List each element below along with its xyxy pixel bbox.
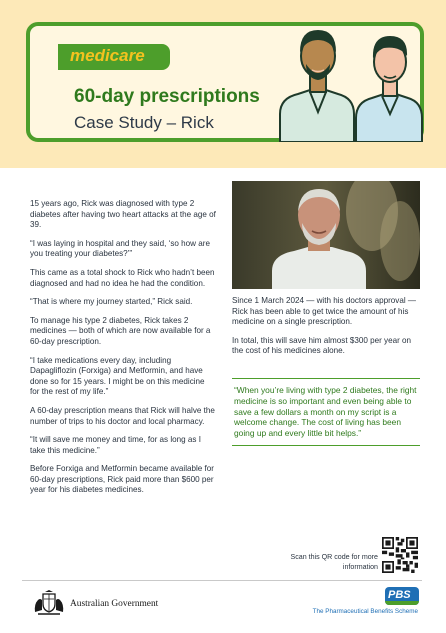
pull-quote: “When you’re living with type 2 diabetes, the right medicine is so important and even being able to save a few dollars a month on my script is a welcome change. The cost of living has been going up and every little bit helps.” <box>232 378 420 446</box>
medicare-logo-text: medicare <box>70 46 145 65</box>
paragraph: This came as a total shock to Rick who hadn’t been diagnosed and had no idea he had the condition. <box>30 267 215 288</box>
pbs-logo-text: PBS <box>388 589 411 601</box>
footer-divider <box>22 580 422 581</box>
page-title: 60-day prescriptions <box>74 86 260 107</box>
paragraph: “It will save me money and time, for as long as I take this medicine.” <box>30 435 201 455</box>
rick-photo <box>232 181 420 289</box>
paragraph: Before Forxiga and Metformin became available for 60-day prescriptions, Rick paid more than $600 per year for his diabetes medicines. <box>30 464 214 495</box>
paragraph: “I was laying in hospital and they said, ‘so how are you treating your diabetes?’” <box>30 238 210 259</box>
people-illustration <box>272 22 426 142</box>
qr-code-icon[interactable] <box>382 537 418 573</box>
pbs-name: The Pharmaceutical Benefits Scheme <box>312 608 418 615</box>
paragraph: To manage his type 2 diabetes, Rick takes 2 medicines — both of which are now available for a 60-day prescription. <box>30 315 211 346</box>
paragraph: Since 1 March 2024 — with his doctors approval — Rick has been able to get twice the amount of his medicine on a single prescription. <box>232 296 416 327</box>
paragraph: In total, this will save him almost $300 per year on the cost of his medicines alone. <box>232 335 412 356</box>
australian-government-text: Australian Government <box>70 599 159 609</box>
paragraph: “I take medications every day, including Dapagliflozin (Forxiga) and Metformin, and have done so for 15 years. I might be on this medicine for the rest of my life.” <box>30 355 205 397</box>
coat-of-arms-icon <box>32 590 66 616</box>
page-subtitle: Case Study – Rick <box>74 113 214 132</box>
pbs-logo <box>385 587 419 605</box>
paragraph: 15 years ago, Rick was diagnosed with type 2 diabetes after having two heart attacks at the age of 39. <box>30 199 216 230</box>
left-column <box>30 199 216 504</box>
right-column <box>232 296 418 365</box>
pbs-logo-bar <box>385 601 419 605</box>
medicare-logo <box>58 44 170 70</box>
paragraph: A 60-day prescription means that Rick will halve the number of trips to his doctor and local pharmacy. <box>30 405 215 426</box>
paragraph: “That is where my journey started,” Rick said. <box>30 297 193 307</box>
qr-prompt: Scan this QR code for more information <box>290 553 378 571</box>
